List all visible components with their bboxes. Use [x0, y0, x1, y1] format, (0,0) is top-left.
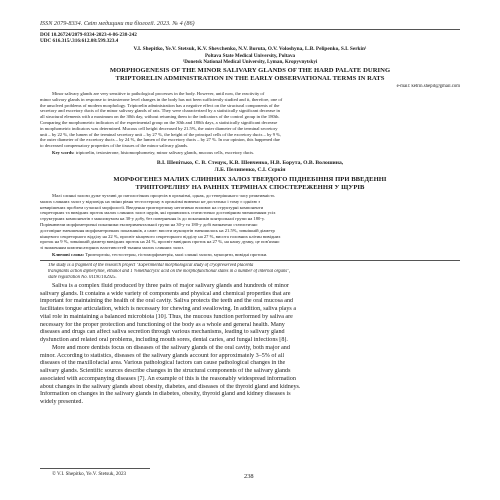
study-note-line: transplants action dipheryline, ethanol and 1 %methacrylic acid on the morphofunctional states in a number of internal organs",: [48, 268, 291, 274]
authors-ua-line2: Л.Б. Пелипенко, С.І. Сєркін: [214, 167, 286, 173]
study-note-line: The study is a fragment of the research project "Experimental morphological study of cryopreserved placenta: [48, 263, 254, 268]
body-paragraph-1: [40, 283, 460, 345]
section-rule: [40, 260, 460, 261]
abstract-ua-line: кінцевого секреторного відділу на 22 %, просвіт кінцевого секреторного відділу на 27 %, висота головних клітин вивідних: [40, 233, 281, 239]
body-line: important for maintaining the health of the oral cavity. Saliva protects the teeth and the oral mucosa and: [40, 298, 294, 305]
abstract-en: [40, 91, 460, 149]
keywords-ua-text: Трипторелін, тестостерон, гістоморфометрія, малі слинні залози, мукоцити, вивідні протоки.: [85, 252, 268, 257]
body-paragraph-2: [40, 345, 460, 407]
affiliation-1: Poltava State Medical University, Poltava: [204, 52, 296, 59]
title-en-line2: TRIPTORELIN ADMINISTRATION IN THE EARLY OBSERVATIONAL TERMS IN RATS: [115, 75, 385, 82]
authors-ua-line1: В.І. Шепітько, Є. В. Стецук, К.В. Шевченко, Н.В. Борута, О.В. Волошина,: [156, 160, 344, 166]
udc-line: UDC 616.315/.316:612.08:599.323.4: [40, 38, 119, 44]
author-email: e-mail: ketrin.shepit@gmail.com: [396, 84, 460, 89]
keywords-ua-label: Ключові слова:: [52, 252, 85, 257]
body-line: diseases of the maxillofacial area. Various pathological factors can cause pathological changes in the: [40, 360, 286, 367]
abstract-ua: [40, 193, 460, 251]
keywords-en: [52, 150, 254, 155]
abstract-ua-line: секреторних та вивідних проток малих слинних залоз щурів, які проявились статистично достовірним зменшенням усіх: [40, 210, 276, 216]
abstract-ua-line: малих слинних залоз у відповідь на зміни рівня тестостерону в організмі вивчено не достатньо і тому є однією з: [40, 198, 261, 204]
abstract-en-line: Minor salivary glands are very sensitive to pathological processes in the body. However, until now, the reactivity of: [52, 91, 265, 96]
body-line: dysfunction and related oral problems, including mouth sores, dental caries, and fungal infections [8].: [40, 336, 288, 343]
affiliation-2: ¹Donetsk National Medical University, Lyman, Kropyvnytskyi: [182, 58, 318, 65]
body-line: necessary for the proper protection and functioning of the body as a whole and general health. Many: [40, 321, 285, 328]
abstract-ua-line: Порівнюючи морфометричні показники експериментальної групи на 30-у та 180-у добі визначено статистично: [40, 221, 258, 227]
copyright-notice: © V.I. Shepitko, Ye.V. Stetsuk, 2023: [52, 471, 127, 477]
body-line: More and more dentists focus on diseases of the salivary glands of the oral cavity, both major and: [52, 345, 290, 351]
abstract-en-line: the outer diameter of the excretory ducts – by 24 %, the lumen of the excretory ducts – by 27 %. In our opinion, this happened due: [40, 137, 280, 143]
abstract-en-line: minor salivary glands in response to testosterone level changes in the body has not been sufficiently studied and it, therefore, one of: [40, 96, 283, 102]
abstract-en-line: secretory and excretory ducts of the minor salivary glands of rats. They were characterized by a statistically significant decrease in: [40, 108, 280, 114]
study-note-line: state registration No. 0119U102925.: [48, 274, 117, 280]
header-rule: [40, 29, 460, 30]
body-line: minor. According to statistics, diseases of the salivary glands account for approximately 3–5% of all: [40, 352, 285, 359]
abstract-ua-line: проток на 9 %, зовнішній діаметр вивідних проток на 24 %, просвіт вивідних проток на 27 %, на нашу думку, це пов'язано: [40, 239, 280, 245]
study-note: [48, 263, 452, 281]
keywords-en-text: triptorelin, testosterone, histomorphometry, minor salivary glands, mucous cells, excretory ducts.: [75, 150, 255, 155]
body-line: about changes in the salivary glands about obesity, diabetes, and diseases of the thyroid gland and kidneys.: [40, 383, 301, 390]
title-en-line1: MORPHOGENESIS OF THE MINOR SALIVARY GLANDS OF THE HARD PALATE DURING: [109, 67, 391, 74]
authors-en: V.I. Shepitko, Ye.V. Stetsuk, K.V. Shevchenko, N.V. Boruta, O.V. Voloshyna, L.B. Pelipenko, S.I. Serkin¹: [133, 46, 367, 52]
abstract-en-line: all structural elements with a maximum on the 30th day, without returning them to the indicators of the control group in the 180th.: [40, 114, 280, 120]
abstract-en-line: Comparing the morphometric indicators of the experimental group on the 30th and 180th days, a statistically significant decrease: [40, 119, 278, 125]
body-line: associated with accompanying diseases [7]. An example of this is the reasonably widespread information: [40, 375, 296, 382]
body-line: diseases and drugs can affect saliva secretion through various mechanisms, leading to salivary gland: [40, 329, 285, 336]
body-line: Saliva is a complex fluid produced by three pairs of major salivary glands and hundreds of minor: [52, 283, 289, 289]
abstract-en-line: the unsolved problems of modern morphology. Triptorelin administration has a negative effect on the structural components of the: [40, 102, 280, 108]
abstract-ua-line: достовірне зменшення морфометричних показників, а саме: висоти мукоцитів зменшилась на 21.5%, зовнішній діаметр: [40, 227, 275, 233]
abstract-ua-line: структурних компонентів з максимумом на 30-у добу, без повернення їх до показників контрольної групи на 180-у.: [40, 216, 265, 222]
abstract-ua-line: зі зниженням компенсаторних властивостей тканин малих слинних залоз.: [40, 245, 185, 251]
body-line: Information on changes in the salivary glands in diabetes, obesity, thyroid gland and kidney diseases is: [40, 391, 291, 398]
body-line: salivary glands. Scientific sources describe changes in the structural components of the salivary glands: [40, 368, 291, 375]
body-line: salivary glands. It contains a wide variety of components and physical and chemical properties that are: [40, 290, 291, 297]
body-line: widely presented.: [40, 398, 83, 405]
keywords-en-label: Key words:: [52, 150, 75, 155]
doi-line: DOI 10.26724/2079-8334-2023-4-86-238-242: [40, 32, 137, 38]
footnote-rule: [40, 468, 150, 469]
body-line: vital role in maintaining a balanced microbiota [10]. Thus, the mucous function performed by saliva are: [40, 313, 293, 320]
journal-header: ISSN 2079-8334. Світ медицини та біології. 2023. № 4 (86): [40, 20, 195, 27]
page-number: 238: [244, 473, 254, 480]
abstract-ua-line: невирішених проблем сучасної морфології. Введення трипторелину негативно впливає на структурні компоненти: [40, 204, 264, 210]
abstract-ua-line: Малі слинні залози дуже чутливі до патологічних процесів в організмі, однак, до теперішнього часу реактивність: [52, 193, 275, 198]
keywords-ua: [52, 252, 267, 257]
abstract-en-line: to decreased compensatory properties of the tissues of the minor salivary glands.: [40, 143, 189, 149]
abstract-en-line: unit – by 22 %, the lumen of the terminal secretory unit – by 27 %, the height of the principal cells of the excretory ducts – by 9 %,: [40, 131, 282, 137]
body-line: facilitates tongue articulation, which is necessary for chewing and swallowing. In addition, saliva plays a: [40, 306, 297, 313]
title-ua-line1: МОРФОГЕНЕЗ МАЛИХ СЛИННИХ ЗАЛОЗ ТВЕРДОГО ПІДНЕБІННЯ ПРИ ВВЕДЕННІ: [113, 176, 387, 183]
title-ua-line2: ТРИПТОРЕЛІНУ НА РАННІХ ТЕРМІНАХ СПОСТЕРЕЖЕННЯ У ЩУРІВ: [135, 184, 365, 191]
abstract-en-line: in morphometric indicators was determined. Mucous cell height decreased by 21.5%, the outer diameter of the terminal secretory: [40, 125, 278, 131]
